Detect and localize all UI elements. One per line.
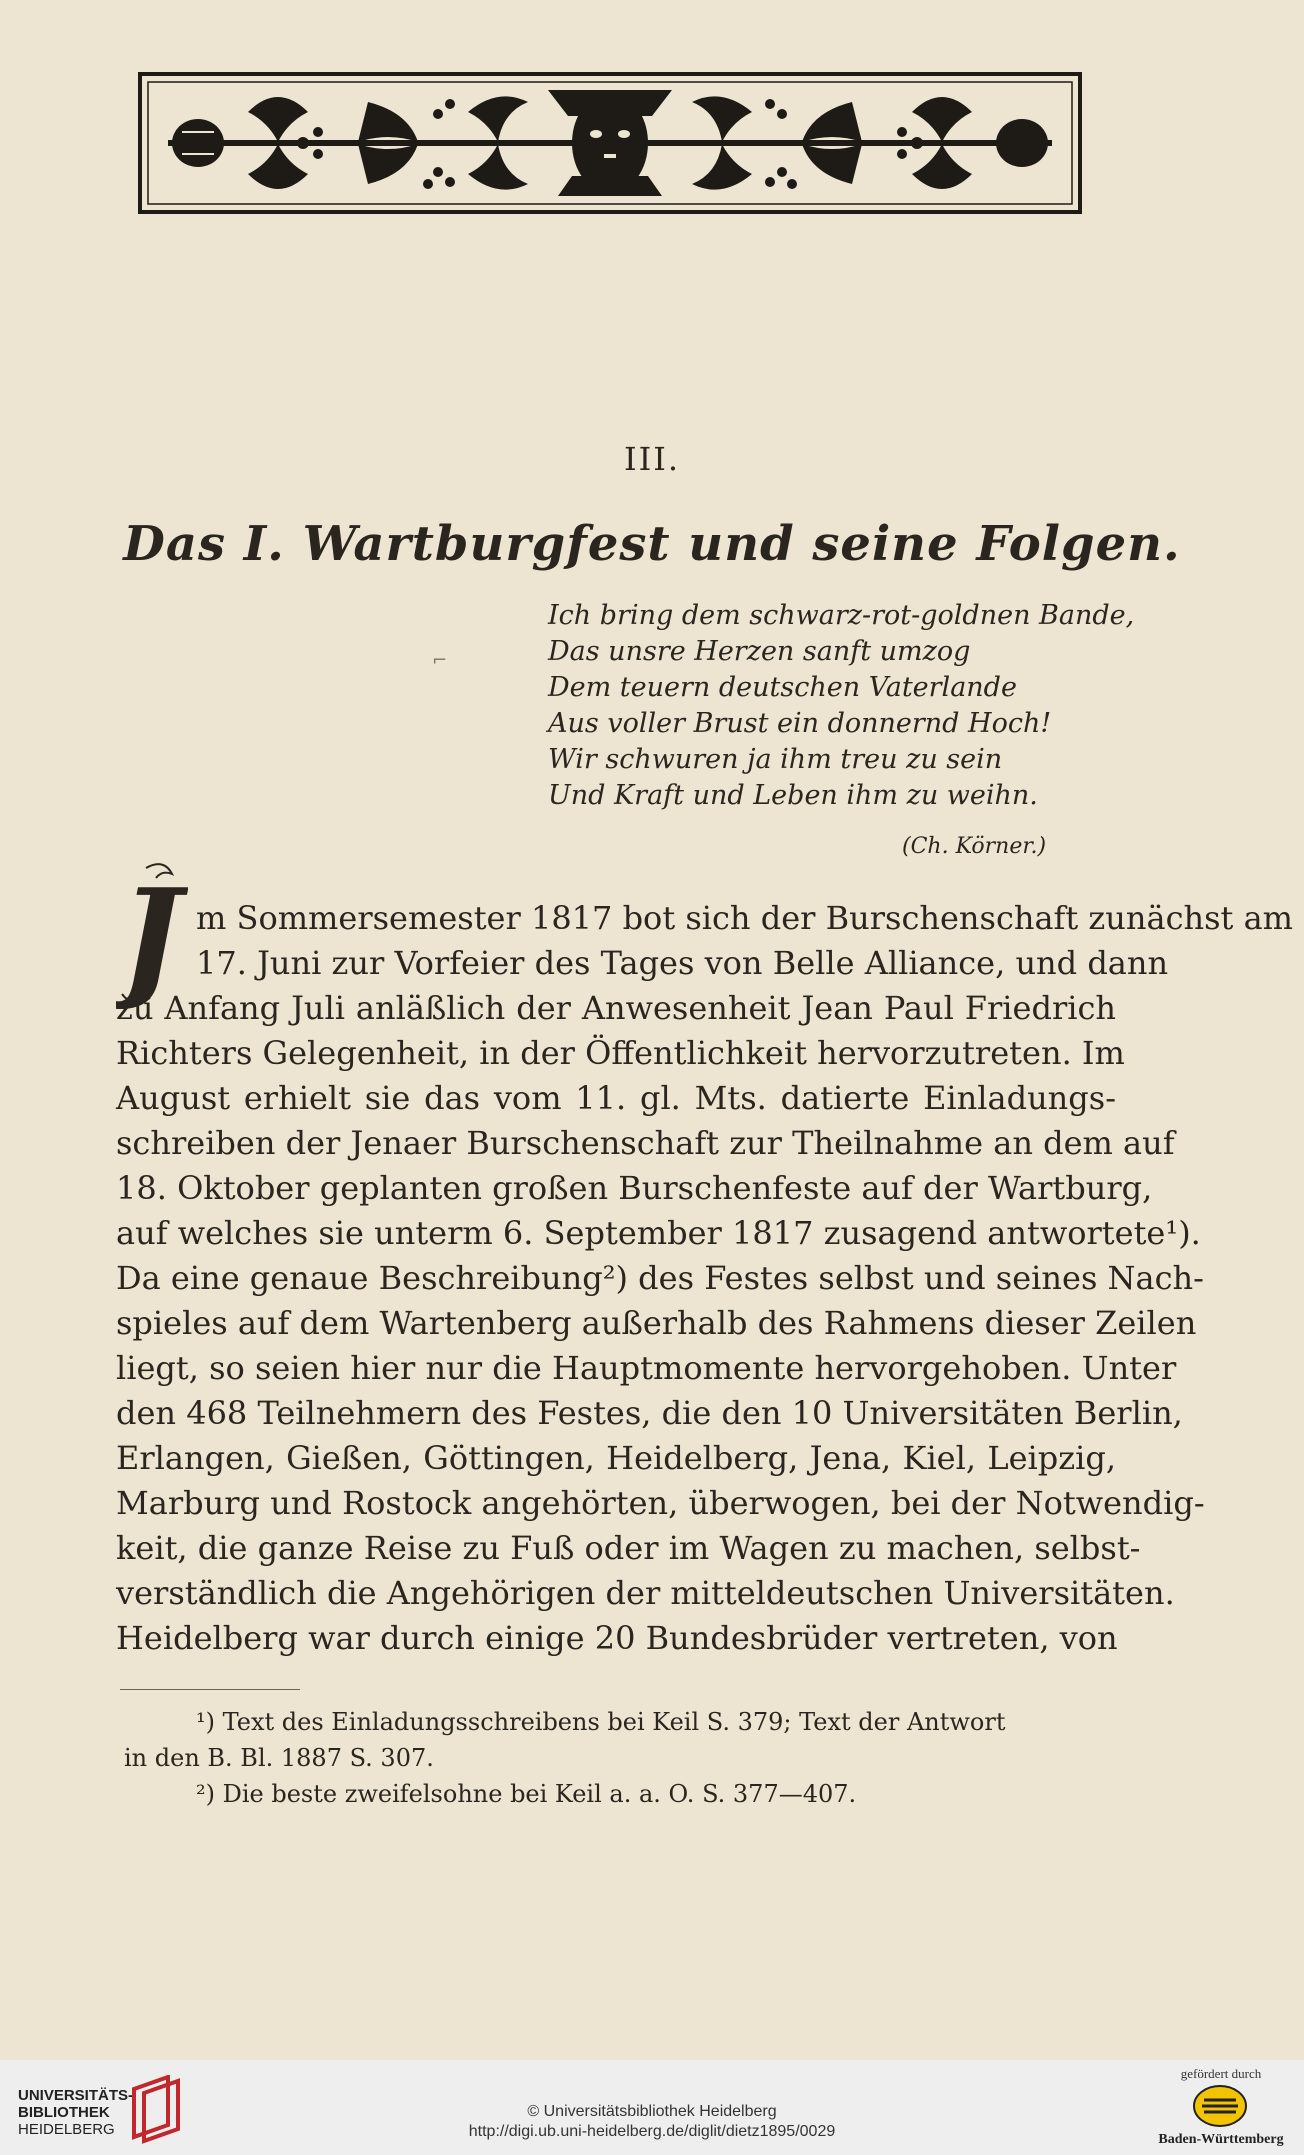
body-line: auf welches sie unterm 6. September 1817 zusagend antwortete¹). <box>116 1214 1201 1252</box>
body-line: Richters Gelegenheit, in der Öffentlichkeit hervorzutreten. Im <box>116 1034 1125 1072</box>
body-line: liegt, so seien hier nur die Hauptmomente hervorgehoben. Unter <box>116 1349 1177 1387</box>
body-line: August erhielt sie das vom 11. gl. Mts. datierte Einladungs- <box>116 1079 1116 1117</box>
body-line: schreiben der Jenaer Burschenschaft zur Theilnahme an dem auf <box>116 1124 1175 1162</box>
footnote-line: in den B. Bl. 1887 S. 307. <box>124 1744 434 1772</box>
footnote-line: ²) Die beste zweifelsohne bei Keil a. a. O. S. 377—407. <box>196 1780 857 1808</box>
body-text <box>116 896 1293 1661</box>
epigraph-line: Aus voller Brust ein donnernd Hoch! <box>548 708 1052 739</box>
library-name-line: HEIDELBERG <box>18 2121 115 2138</box>
footer-center <box>0 2102 1304 2142</box>
epigraph-line: Wir schwuren ja ihm treu zu sein <box>548 744 1003 775</box>
stray-mark: ⌐ <box>432 650 448 671</box>
chapter-title: Das I. Wartburgfest und seine Folgen. <box>123 516 1181 572</box>
permalink-url[interactable]: http://digi.ub.uni-heidelberg.de/diglit/dietz1895/0029 <box>468 2123 836 2140</box>
body-line: Marburg und Rostock angehörten, überwogen, bei der Notwendig- <box>116 1484 1205 1522</box>
body-line: zu Anfang Juli anläßlich der Anwesenheit Jean Paul Friedrich <box>116 989 1116 1027</box>
epigraph-line: Dem teuern deutschen Vaterlande <box>548 672 1017 703</box>
epigraph-line: Ich bring dem schwarz-rot-goldnen Bande, <box>548 600 1135 631</box>
epigraph-line: Und Kraft und Leben ihm zu weihn. <box>548 780 1038 811</box>
body-line: spieles auf dem Wartenberg außerhalb des Rahmens dieser Zeilen <box>116 1304 1197 1342</box>
body-line: Da eine genaue Beschreibung²) des Festes selbst und seines Nach- <box>116 1259 1204 1297</box>
body-line: den 468 Teilnehmern des Festes, die den 10 Universitäten Berlin, <box>116 1394 1183 1432</box>
funding-label: gefördert durch <box>1180 2066 1262 2081</box>
body-line: keit, die ganze Reise zu Fuß oder im Wagen zu machen, selbst- <box>116 1529 1141 1567</box>
state-coat-of-arms-icon <box>1192 2084 1248 2128</box>
epigraph <box>548 598 1135 859</box>
ornamental-header-band <box>138 72 1082 214</box>
epigraph-attribution: (Ch. Körner.) <box>902 834 1047 859</box>
chapter-number: III. <box>623 440 681 478</box>
footnotes <box>124 1704 1116 1812</box>
funder-name: Baden-Württemberg <box>1158 2132 1284 2147</box>
body-line: 18. Oktober geplanten großen Burschenfeste auf der Wartburg, <box>116 1169 1153 1207</box>
epigraph-line: Das unsre Herzen sanft umzog <box>548 636 971 667</box>
footnote-line: ¹) Text des Einladungsschreibens bei Keil S. 379; Text der Antwort <box>196 1708 1006 1736</box>
body-line: m Sommersemester 1817 bot sich der Burschenschaft zunächst am <box>196 899 1293 937</box>
copyright-text: © Universitätsbibliothek Heidelberg <box>527 2103 777 2120</box>
library-name-line: BIBLIOTHEK <box>18 2104 110 2121</box>
library-name-line: UNIVERSITÄTS- <box>18 2087 134 2104</box>
body-line: verständlich die Angehörigen der mitteldeutschen Universitäten. <box>116 1574 1175 1612</box>
footnote-divider <box>120 1689 300 1690</box>
drop-cap-letter: J <box>120 862 182 1012</box>
body-line: Heidelberg war durch einige 20 Bundesbrüder vertreten, von <box>116 1619 1118 1657</box>
body-line: Erlangen, Gießen, Göttingen, Heidelberg, Jena, Kiel, Leipzig, <box>116 1439 1116 1477</box>
body-line: 17. Juni zur Vorfeier des Tages von Belle Alliance, und dann <box>196 944 1169 982</box>
